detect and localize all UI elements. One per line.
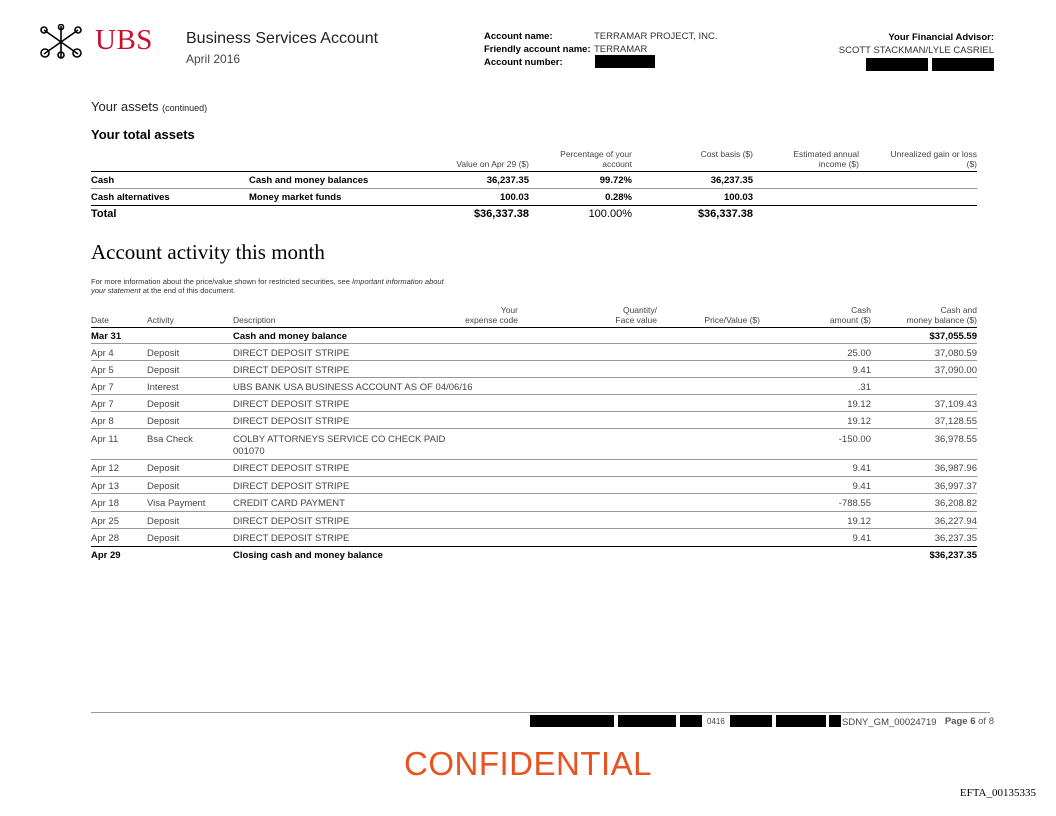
page-number: 6 (970, 716, 976, 727)
note-link: Important information about (351, 277, 444, 286)
row-rule (91, 476, 977, 477)
col-percent: Percentage of your account (560, 149, 632, 169)
continued-note: (continued) (162, 103, 208, 113)
col-quantity: Quantity/ Face value (615, 305, 657, 325)
assets-header-rule (91, 171, 977, 172)
row-activity: Interest (147, 382, 179, 393)
friendly-name-label: Friendly account name: (484, 44, 591, 55)
asset-value: 36,237.35 (486, 175, 529, 186)
row-amount: 9.41 (852, 463, 871, 474)
row-rule (91, 493, 977, 494)
total-value: $36,337.38 (473, 208, 529, 220)
page-total: of 8 (978, 716, 994, 727)
col-cost: Cost basis ($) (700, 149, 753, 159)
col-value: Value on Apr 29 ($) (456, 159, 529, 169)
col-activity: Activity (147, 315, 174, 325)
row-date: Apr 7 (91, 399, 114, 410)
account-name-value: TERRAMAR PROJECT, INC. (594, 31, 718, 42)
closing-balance: $36,237.35 (929, 550, 977, 561)
row-description: DIRECT DEPOSIT STRIPE (233, 516, 350, 527)
asset-percent: 0.28% (605, 192, 632, 203)
row-amount: -788.55 (838, 498, 871, 509)
row-balance: 36,978.55 (934, 434, 977, 445)
activity-note: For more information about the price/value shown for restricted securities, see Important information about your statement at the end of this document. (91, 277, 444, 295)
row-date: Apr 11 (91, 434, 119, 445)
redaction-footer-3 (680, 715, 702, 727)
redaction-advisor-2 (932, 58, 994, 71)
row-amount: 9.41 (852, 533, 871, 544)
row-activity: Deposit (147, 365, 180, 376)
row-rule (91, 188, 977, 189)
row-balance: 37,128.55 (934, 416, 977, 427)
row-rule (91, 360, 977, 361)
opening-date: Mar 31 (91, 331, 122, 342)
row-rule (91, 428, 977, 429)
col-price: Price/Value ($) (704, 315, 760, 325)
friendly-name-value: TERRAMAR (594, 44, 648, 55)
row-description: CREDIT CARD PAYMENT (233, 498, 345, 509)
advisor-label: Your Financial Advisor: (888, 32, 994, 43)
row-balance: 37,090.00 (934, 365, 977, 376)
col-balance: Cash and money balance ($) (906, 305, 977, 325)
row-description: DIRECT DEPOSIT STRIPE (233, 365, 350, 376)
account-name-label: Account name: (484, 31, 553, 42)
asset-description: Money market funds (249, 192, 342, 203)
row-date: Apr 5 (91, 365, 114, 376)
row-description: DIRECT DEPOSIT STRIPE (233, 399, 350, 410)
total-percent: 100.00% (588, 208, 632, 220)
row-activity: Visa Payment (147, 498, 206, 509)
row-description-cont: 001070 (233, 446, 265, 457)
footer-rule (91, 712, 990, 713)
confidential-stamp: CONFIDENTIAL (403, 745, 653, 782)
row-date: Apr 7 (91, 382, 114, 393)
row-description: COLBY ATTORNEYS SERVICE CO CHECK PAID (233, 434, 446, 445)
row-balance: 36,987.96 (934, 463, 977, 474)
note-link: your statement (91, 286, 141, 295)
assets-subtitle: Your assets (continued) (91, 99, 208, 114)
efta-number: EFTA_00135335 (959, 787, 1036, 799)
row-description: DIRECT DEPOSIT STRIPE (233, 348, 350, 359)
row-balance: 36,997.37 (934, 481, 977, 492)
closing-description: Closing cash and money balance (233, 550, 383, 561)
asset-category: Cash (91, 175, 115, 186)
asset-value: 100.03 (499, 192, 529, 203)
row-activity: Deposit (147, 481, 180, 492)
advisor-names: SCOTT STACKMAN/LYLE CASRIEL (838, 45, 994, 56)
row-description: DIRECT DEPOSIT STRIPE (233, 533, 350, 544)
footer-code: 0416 (707, 717, 725, 726)
opening-balance: $37,055.59 (929, 331, 977, 342)
account-type: Business Services Account (186, 30, 379, 47)
row-amount: 19.12 (847, 416, 871, 427)
total-label: Total (91, 208, 117, 220)
redaction-footer-5 (776, 715, 826, 727)
row-amount: 9.41 (852, 481, 871, 492)
row-rule (91, 343, 977, 344)
col-expense-code: Your expense code (465, 305, 518, 325)
col-income: Estimated annual income ($) (793, 149, 859, 169)
row-amount: 19.12 (847, 516, 871, 527)
row-activity: Deposit (147, 399, 180, 410)
row-amount: 9.41 (852, 365, 871, 376)
asset-description: Cash and money balances (249, 175, 369, 186)
col-description: Description (233, 315, 276, 325)
total-rule (91, 205, 977, 206)
row-balance: 37,109.43 (934, 399, 977, 410)
row-amount: .31 (857, 382, 871, 393)
row-description: DIRECT DEPOSIT STRIPE (233, 416, 350, 427)
row-date: Apr 25 (91, 516, 119, 527)
row-activity: Deposit (147, 516, 180, 527)
row-date: Apr 12 (91, 463, 119, 474)
redaction-footer-2 (618, 715, 676, 727)
row-amount: -150.00 (838, 434, 871, 445)
asset-percent: 99.72% (599, 175, 632, 186)
asset-cost: 100.03 (723, 192, 753, 203)
row-activity: Deposit (147, 533, 180, 544)
row-activity: Deposit (147, 416, 180, 427)
account-number-label: Account number: (484, 57, 563, 68)
col-date: Date (91, 315, 109, 325)
row-amount: 19.12 (847, 399, 871, 410)
row-rule (91, 411, 977, 412)
row-activity: Deposit (147, 348, 180, 359)
row-rule (91, 528, 977, 529)
asset-cost: 36,237.35 (710, 175, 753, 186)
row-date: Apr 28 (91, 533, 119, 544)
bates-number: SDNY_GM_00024719 (842, 717, 937, 728)
row-rule (91, 459, 977, 460)
closing-rule (91, 546, 977, 547)
closing-date: Apr 29 (91, 550, 121, 561)
redaction-footer-4 (730, 715, 772, 727)
col-cash-amount: Cash amount ($) (829, 305, 871, 325)
row-date: Apr 8 (91, 416, 114, 427)
page-indicator (945, 716, 994, 727)
row-balance: 37,080.59 (934, 348, 977, 359)
row-amount: 25.00 (847, 348, 871, 359)
row-rule (91, 377, 977, 378)
redaction-footer-1 (530, 715, 614, 727)
row-balance: 36,208.82 (934, 498, 977, 509)
ubs-keys-logo-icon (36, 24, 86, 60)
opening-description: Cash and money balance (233, 331, 348, 342)
ubs-logo-text: UBS (95, 24, 153, 56)
row-balance: 36,227.94 (934, 516, 977, 527)
col-gain-loss: Unrealized gain or loss ($) (890, 149, 977, 169)
row-activity: Bsa Check (147, 434, 193, 445)
redaction-account-number (595, 55, 655, 68)
row-description: DIRECT DEPOSIT STRIPE (233, 481, 350, 492)
activity-title: Account activity this month (91, 240, 325, 264)
row-date: Apr 13 (91, 481, 119, 492)
statement-period: April 2016 (186, 52, 241, 66)
total-assets-title: Your total assets (91, 127, 195, 142)
total-cost: $36,337.38 (697, 208, 753, 220)
page-label: Page (944, 716, 968, 727)
redaction-advisor-1 (866, 58, 928, 71)
row-rule (91, 511, 977, 512)
row-date: Apr 18 (91, 498, 119, 509)
redaction-footer-6 (829, 715, 841, 727)
row-description: DIRECT DEPOSIT STRIPE (233, 463, 350, 474)
row-date: Apr 4 (91, 348, 114, 359)
row-balance: 36,237.35 (934, 533, 977, 544)
row-description: UBS BANK USA BUSINESS ACCOUNT AS OF 04/06/16 (233, 382, 473, 393)
row-rule (91, 394, 977, 395)
asset-category: Cash alternatives (91, 192, 170, 203)
row-activity: Deposit (147, 463, 180, 474)
activity-header-rule (91, 327, 977, 328)
